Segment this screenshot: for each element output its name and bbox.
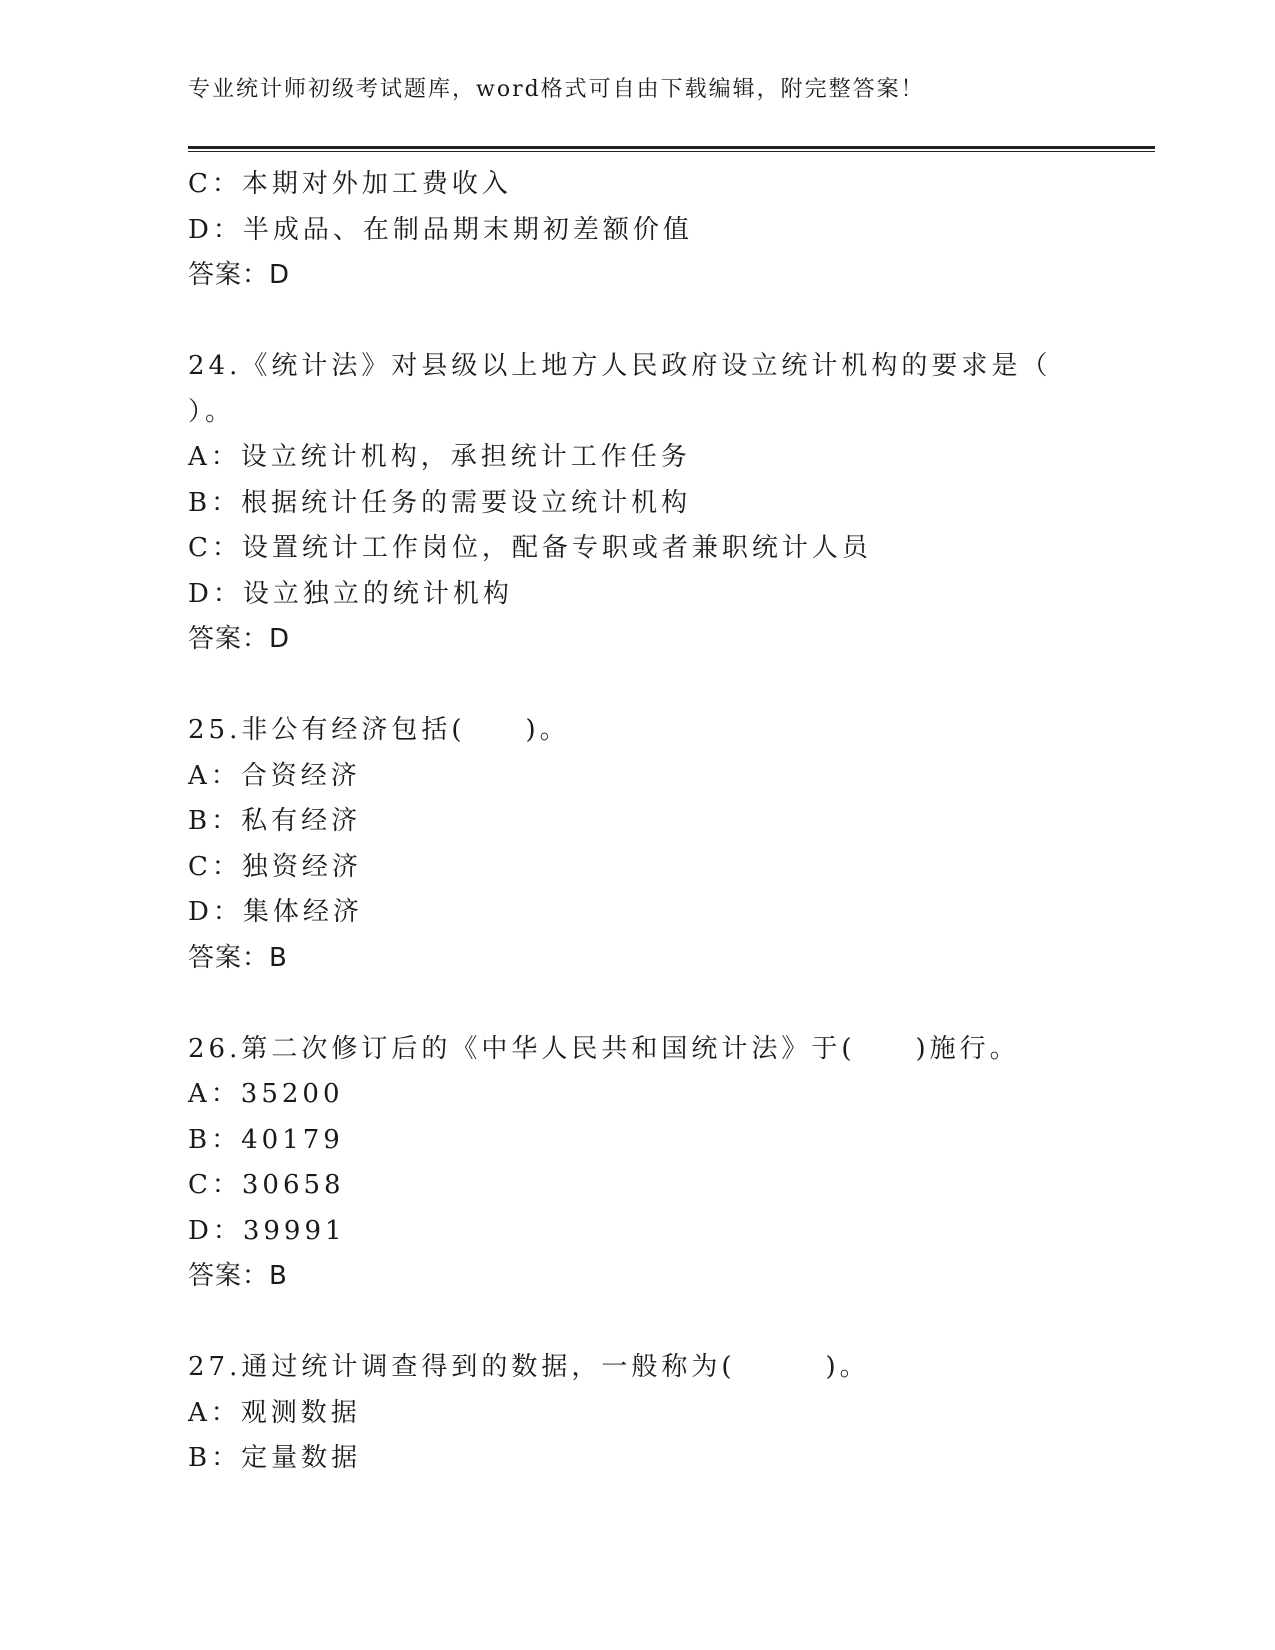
- option-a: A：35200: [188, 1079, 344, 1109]
- option-c: C：30658: [188, 1170, 345, 1200]
- page-header: 专业统计师初级考试题库，word格式可自由下载编辑，附完整答案！: [188, 77, 925, 102]
- option-b: B：根据统计任务的需要设立统计机构: [188, 487, 692, 518]
- option-d: D：设立独立的统计机构: [188, 578, 513, 609]
- header-divider-thick: [188, 146, 1155, 149]
- question-26: [188, 1027, 1118, 1300]
- option-d: D：39991: [188, 1215, 346, 1246]
- option-c: C：设置统计工作岗位，配备专职或者兼职统计人员: [188, 533, 872, 563]
- answer: 答案：B: [188, 942, 288, 973]
- option-d: D：集体经济: [188, 897, 363, 927]
- option-d: D：半成品、在制品期末期初差额价值: [188, 214, 693, 245]
- spacer: [188, 1300, 1118, 1346]
- option-a: A：观测数据: [188, 1397, 361, 1428]
- question-text-continued: ）。: [188, 396, 236, 427]
- question-25: [188, 708, 1118, 981]
- option-c: C：本期对外加工费收入: [188, 169, 512, 199]
- spacer: [188, 981, 1118, 1027]
- option-a: A：设立统计机构，承担统计工作任务: [188, 442, 691, 472]
- question-text: 24.《统计法》对县级以上地方人民政府设立统计机构的要求是（: [188, 351, 1052, 381]
- question-text: 27.通过统计调查得到的数据，一般称为( )。: [188, 1352, 870, 1382]
- option-b: B：私有经济: [188, 806, 362, 836]
- question-23-partial: [188, 162, 1118, 299]
- header-divider-thin: [188, 151, 1155, 152]
- option-c: C：独资经济: [188, 851, 362, 882]
- answer: 答案：D: [188, 260, 291, 290]
- answer: 答案：B: [188, 1261, 288, 1291]
- answer: 答案：D: [188, 624, 291, 654]
- question-24: [188, 344, 1118, 663]
- option-a: A：合资经济: [188, 760, 361, 791]
- option-b: B：40179: [188, 1124, 344, 1155]
- option-b: B：定量数据: [188, 1443, 362, 1473]
- question-text: 25.非公有经济包括( )。: [188, 715, 570, 745]
- spacer: [188, 663, 1118, 709]
- spacer: [188, 299, 1118, 345]
- question-27: [188, 1345, 1118, 1482]
- document-body: [188, 162, 1118, 1482]
- question-text: 26.第二次修订后的《中华人民共和国统计法》于( )施行。: [188, 1033, 1020, 1064]
